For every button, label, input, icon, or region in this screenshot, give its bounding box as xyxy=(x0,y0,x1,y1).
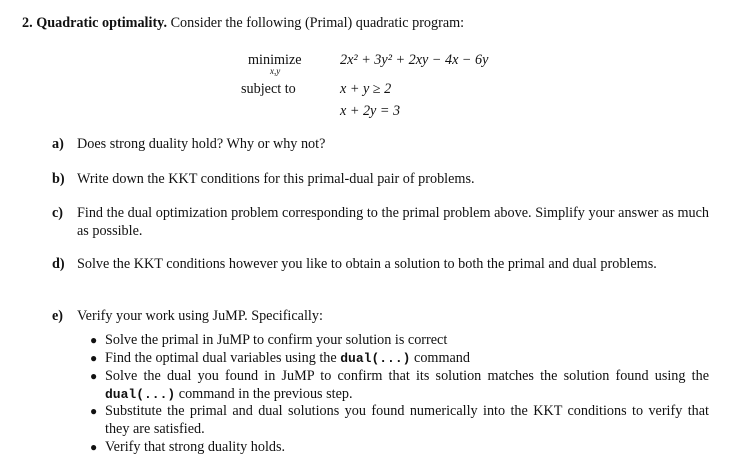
problem-number: 2. xyxy=(22,15,33,31)
bullet-text: Find the optimal dual variables using the xyxy=(105,350,341,366)
bullet-icon: ● xyxy=(90,351,98,365)
problem-heading xyxy=(22,14,464,32)
bullet-item xyxy=(105,402,709,438)
problem-intro: Consider the following (Primal) quadratic program: xyxy=(170,15,465,31)
constraint-2: x + 2y = 3 xyxy=(340,103,401,119)
bullet-icon: ● xyxy=(90,440,98,454)
subject-to-label: subject to xyxy=(241,81,296,97)
minimize-vars: x,y xyxy=(270,66,281,76)
bullet-text: Solve the dual you found in JuMP to confirm that its solution matches the solution found using the xyxy=(105,368,709,384)
minimize-label: minimize xyxy=(248,52,302,68)
bullet-text: command xyxy=(410,350,470,366)
bullet-text: Verify that strong duality holds. xyxy=(105,439,286,455)
code-snippet: dual(...) xyxy=(340,351,411,366)
bullet-item xyxy=(105,349,709,368)
bullet-text: Solve the primal in JuMP to confirm your solution is correct xyxy=(105,332,448,348)
part-c-text: Find the dual optimization problem corresponding to the primal problem above. Simplify your answer as much as possible. xyxy=(77,205,709,239)
part-e-text: Verify your work using JuMP. Specifically: xyxy=(77,308,323,324)
bullet-icon: ● xyxy=(90,404,98,418)
part-a-label: a) xyxy=(52,136,64,152)
bullet-icon: ● xyxy=(90,369,98,383)
part-e-label: e) xyxy=(52,308,64,324)
bullet-item xyxy=(105,438,709,456)
bullet-item xyxy=(105,367,709,404)
bullet-text: Substitute the primal and dual solutions you found numerically into the KKT conditions to verify that they are satisfied. xyxy=(105,403,709,437)
bullet-icon: ● xyxy=(90,333,98,347)
part-b-text: Write down the KKT conditions for this primal-dual pair of problems. xyxy=(77,171,475,187)
bullet-item xyxy=(105,331,709,349)
constraint-1: x + y ≥ 2 xyxy=(340,81,392,97)
objective: 2x² + 3y² + 2xy − 4x − 6y xyxy=(340,52,489,68)
part-a-text: Does strong duality hold? Why or why not? xyxy=(77,136,326,152)
bullet-text: command in the previous step. xyxy=(175,386,353,402)
part-c-label: c) xyxy=(52,205,64,221)
code-snippet: dual(...) xyxy=(105,387,176,402)
part-d-label: d) xyxy=(52,256,65,272)
part-b-label: b) xyxy=(52,171,65,187)
part-d-text: Solve the KKT conditions however you like to obtain a solution to both the primal and dual problems. xyxy=(77,256,657,272)
problem-title: Quadratic optimality. xyxy=(36,15,168,31)
